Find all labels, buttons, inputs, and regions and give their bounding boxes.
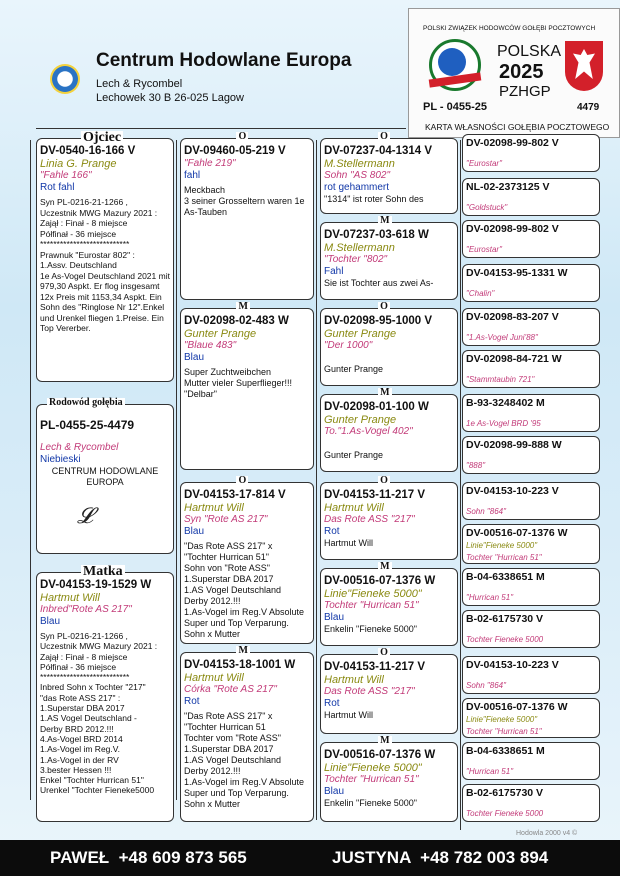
father-name: "Fahle 166" — [40, 170, 92, 181]
pigeon-notes: "Das Rote ASS 217" x "Tochter Hurrican 51" Sohn von "Rote ASS" 1.Superstar DBA 2017 1.AS Vogel Deutschland Derby 2012.!!! 1.As-Vogel im Reg.V Absolute Super und Top Verparung. Sohn x Mutter — [184, 541, 305, 639]
mother-ring: DV-04153-19-1529 W — [40, 579, 152, 591]
pigeon-name: Tochter "Hurrican 51" — [324, 600, 419, 611]
ring-number: DV-04153-11-217 V — [324, 489, 426, 501]
grandparent-card — [180, 645, 314, 822]
owner: Linie"Fieneke 5000" — [324, 588, 422, 600]
pzhgp-logo-inner — [438, 48, 466, 76]
mother-label: Matka — [83, 564, 123, 579]
pigeon-notes: "1314" ist roter Sohn des — [324, 194, 424, 204]
pigeon-notes: Hartmut Will — [324, 538, 373, 548]
father-owner: Linia G. Prange — [40, 158, 117, 170]
ring-number: B-02-6175730 V — [466, 787, 544, 799]
pigeon-color: Blau — [324, 612, 345, 623]
subject-color: Niebieski — [40, 454, 81, 465]
subject-ring: PL-0455-25-4479 — [40, 418, 135, 432]
pigeon-name: "Blaue 483" — [184, 340, 237, 351]
ring-number: DV-09460-05-219 V — [184, 145, 286, 157]
pigeon-color: Blau — [324, 786, 345, 797]
card-number: 4479 — [577, 102, 600, 113]
great-grandparent-card — [320, 387, 458, 472]
ancestor-card — [462, 178, 600, 216]
pigeon-name: "888" — [466, 461, 486, 470]
father-ring: DV-0540-16-166 V — [40, 145, 136, 157]
polish-eagle-emblem — [565, 41, 603, 91]
sex-tag: M — [380, 387, 390, 398]
pigeon-name: Tochter "Hurrican 51" — [466, 727, 542, 736]
contact-pawel: PAWEŁ +48 609 873 565 — [50, 848, 247, 867]
ring-number: DV-07237-03-618 W — [324, 229, 429, 241]
mother-name: Inbred"Rote AS 217" — [40, 604, 132, 615]
ring-number: DV-02098-83-207 V — [466, 311, 559, 323]
great-grandparent-card — [320, 215, 458, 300]
pigeon-name: 1e As-Vogel BRD '95 — [466, 419, 541, 428]
ring-number: B-04-6338651 M — [466, 571, 545, 583]
pigeon-name: "Der 1000" — [324, 340, 373, 351]
mother-description: Syn PL-0216-21-1266 , Uczestnik MWG Mazury 2021 : Zajął : Finał - 8 miejsce Półfinał - 36 miejsce *************************** Inbred Sohn x Tochter "217" "das Rote ASS 217" : 1.Superstar DBA 2017 1.AS Vogel Deutschland - Derby BRD 2012.!!! 4.As-Vogel BRD 2014 1.As-Vogel im Reg.V. 1.As-Vogel in der RV 3.bester Hessen !!! Enkel "Tochter Hurrican 51" Urenkel "Tochter Fieneke5000 — [40, 631, 158, 796]
owner: Hartmut Will — [184, 672, 244, 684]
owner: M.Stellermann — [324, 242, 395, 254]
ring-number: DV-02098-99-888 W — [466, 439, 562, 451]
pigeon-name: Das Rote ASS "217" — [324, 686, 415, 697]
pigeon-notes: Gunter Prange — [324, 364, 384, 374]
logo-emblem — [50, 64, 80, 94]
ancestor-card — [462, 394, 600, 432]
great-grandparent-card — [320, 131, 458, 214]
subject-card — [36, 397, 174, 554]
pigeon-color: Rot — [184, 696, 200, 707]
pigeon-name: Das Rote ASS "217" — [324, 514, 415, 525]
tree-connector — [30, 140, 31, 800]
ring-number: DV-00516-07-1376 W — [324, 749, 436, 761]
ring-number: B-93-3248402 M — [466, 397, 545, 409]
card-country: POLSKA — [497, 43, 562, 60]
ancestor-card — [462, 698, 600, 738]
pigeon-name: Sohn "AS 802" — [324, 170, 391, 181]
ring-number: DV-00516-07-1376 W — [324, 575, 436, 587]
ring-number: DV-04153-10-223 V — [466, 485, 559, 497]
pigeon-name: "Hurrican 51" — [466, 767, 514, 776]
eagle-icon — [573, 49, 595, 79]
ring-number: DV-02098-01-100 W — [324, 401, 429, 413]
father-label: Ojciec — [83, 130, 122, 145]
tree-connector — [460, 140, 461, 830]
page-title: Centrum Hodowlane Europa — [96, 50, 352, 71]
tree-connector — [176, 140, 177, 800]
pigeon-color: rot gehammert — [324, 182, 390, 193]
pigeon-name: Syn "Rote AS 217" — [184, 514, 268, 525]
owner: M.Stellermann — [324, 158, 395, 170]
pigeon-notes: Gunter Prange — [324, 450, 384, 460]
ring-number: DV-02098-84-721 W — [466, 353, 562, 365]
subject-label: Rodowód gołębia — [49, 397, 123, 408]
pigeon-name: "Chalin" — [466, 289, 495, 298]
sex-tag: M — [238, 301, 248, 312]
pzhgp-logo — [429, 39, 481, 91]
pigeon-name: "Fahle 219" — [184, 158, 236, 169]
ring-number: DV-04153-95-1331 W — [466, 267, 568, 279]
pigeon-name: Tochter "Hurrican 51" — [324, 774, 419, 785]
sex-tag: M — [238, 645, 248, 656]
pigeon-color: fahl — [184, 170, 201, 181]
breeder-name: Lech & Rycombel — [96, 78, 183, 90]
subject-owner: Lech & Rycombel — [40, 442, 119, 453]
contact-justyna: JUSTYNA +48 782 003 894 — [332, 848, 549, 867]
sex-tag: M — [380, 735, 390, 746]
pigeon-notes: Enkelin "Fieneke 5000" — [324, 798, 417, 808]
sex-tag: O — [238, 475, 247, 486]
pigeon-color: Rot — [324, 526, 340, 537]
father-color: Rot fahl — [40, 182, 75, 193]
ring-number: DV-04153-18-1001 W — [184, 659, 296, 671]
pigeon-name: Sohn "864" — [466, 681, 506, 690]
father-card — [36, 130, 174, 382]
ring-number: DV-07237-04-1314 V — [324, 145, 433, 157]
ancestor-card — [462, 350, 600, 388]
pigeon-name: Tochter Fieneke 5000 — [466, 809, 544, 818]
pigeon-notes: Meckbach 3 seiner Grosseltern waren 1e As-Tauben — [184, 185, 305, 217]
mother-owner: Hartmut Will — [40, 592, 100, 604]
sex-tag: O — [238, 131, 247, 142]
owner: Gunter Prange — [184, 328, 257, 340]
sex-tag: M — [380, 561, 390, 572]
pigeon-name: "Eurostar" — [466, 159, 502, 168]
pigeon-name: To."1.As-Vogel 402" — [324, 426, 413, 437]
ring-number: B-02-6175730 V — [466, 613, 544, 625]
pigeon-color: Fahl — [324, 266, 344, 277]
owner: Linie"Fieneke 5000" — [466, 541, 538, 550]
card-year: 2025 — [499, 61, 544, 83]
ancestor-card — [462, 742, 600, 780]
pigeon-name: "Eurostar" — [466, 245, 502, 254]
ring-number: B-04-6338651 M — [466, 745, 545, 757]
ancestor-card — [462, 436, 600, 474]
father-description: Syn PL-0216-21-1266 , Uczestnik MWG Mazury 2021 : Zajął : Finał - 8 miejsce Półfinał - 36 miejsce *************************** Prawnuk "Eurostar 802" : 1.Assv. Deutschland 1e As-Vogel Deutschland 2021 mit 979,30 Aspkt. Er flog insgesamt 12x Preis mit 1153,34 Aspkt. Ein Sohn des "Ringlose Nr 12".Enkel und Urenkel fliegen 1.Preise. Ein Top Vererber. — [40, 197, 170, 333]
mother-card — [36, 564, 174, 822]
ancestor-card — [462, 784, 600, 822]
great-grandparent-card — [320, 735, 458, 822]
ring-number: DV-02098-99-802 V — [466, 137, 559, 149]
ancestor-card — [462, 134, 600, 172]
great-grandparent-card — [320, 561, 458, 646]
ring-number: NL-02-2373125 V — [466, 181, 550, 193]
ring-number: DV-04153-11-217 V — [324, 661, 426, 673]
pigeon-color: Blau — [184, 526, 205, 537]
sex-tag: O — [380, 647, 388, 658]
sex-tag: O — [380, 131, 388, 142]
ring-number: DV-04153-17-814 V — [184, 489, 286, 501]
card-ring: PL - 0455-25 — [423, 101, 488, 113]
breeder-address: Lechowek 30 B 26-025 Lagow — [96, 92, 244, 104]
pigeon-name: Tochter "Hurrican 51" — [466, 553, 542, 562]
signature: 𝓛 — [77, 504, 93, 529]
pigeon-notes: Enkelin "Fieneke 5000" — [324, 624, 417, 634]
card-caption: KARTA WŁASNOŚCI GOŁĘBIA POCZTOWEGO — [425, 122, 610, 132]
ownership-card — [408, 8, 620, 138]
pigeon-name: "Hurrican 51" — [466, 593, 514, 602]
pigeon-name: "Stammtaubin 721" — [466, 375, 535, 384]
grandparent-card — [180, 475, 314, 644]
owner: Gunter Prange — [324, 328, 397, 340]
owner: Gunter Prange — [324, 414, 397, 426]
pigeon-name: "Goldstuck" — [466, 203, 508, 212]
pigeon-name: Córka "Rote AS 217" — [184, 684, 277, 695]
pigeon-name: "Tochter "802" — [324, 254, 388, 265]
mother-color: Blau — [40, 616, 61, 627]
pigeon-notes: "Das Rote ASS 217" x "Tochter Hurrican 51 Tochter vom "Rote ASS" 1.Superstar DBA 2017 1.AS Vogel Deutschland Derby 2012.!!! 1.As-Vogel im Reg.V Absolute Super und Top Verparung. Sohn x Mutter — [184, 711, 305, 809]
software-watermark: Hodowla 2000 v4 © — [516, 830, 578, 837]
subject-loft: CENTRUM HODOWLANE EUROPA — [51, 466, 159, 487]
grandparent-card — [180, 131, 314, 300]
owner: Hartmut Will — [324, 674, 384, 686]
pigeon-color: Blau — [184, 352, 205, 363]
sex-tag: O — [380, 475, 388, 486]
ancestor-card — [462, 568, 600, 606]
pigeon-name: Sohn "864" — [466, 507, 506, 516]
great-grandparent-card — [320, 647, 458, 734]
owner: Linie"Fieneke 5000" — [324, 762, 422, 774]
association-name: POLSKI ZWIĄZEK HODOWCÓW GOŁĘBI POCZTOWYCH — [423, 25, 596, 32]
ring-number: DV-02098-95-1000 V — [324, 315, 433, 327]
great-grandparent-card — [320, 301, 458, 386]
ancestor-card — [462, 610, 600, 648]
owner: Linie"Fieneke 5000" — [466, 715, 538, 724]
tree-connector — [316, 140, 317, 820]
grandparent-card — [180, 301, 314, 470]
pigeon-color: Rot — [324, 698, 340, 709]
ancestor-card — [462, 524, 600, 564]
contact-footer — [0, 840, 620, 876]
pigeon-notes: Hartmut Will — [324, 710, 373, 720]
header-rule — [36, 128, 406, 129]
ring-number: DV-04153-10-223 V — [466, 659, 559, 671]
ring-number: DV-00516-07-1376 W — [466, 701, 568, 713]
ring-number: DV-02098-99-802 V — [466, 223, 559, 235]
ancestor-card — [462, 482, 600, 520]
ancestor-card — [462, 656, 600, 694]
pigeon-notes: Super Zuchtweibchen Mutter vieler Superflieger!!! "Delbar" — [184, 367, 293, 399]
pigeon-name: "1.As-Vogel Juni'88" — [466, 333, 538, 342]
card-org: PZHGP — [499, 83, 551, 100]
ancestor-card — [462, 264, 600, 302]
ancestor-card — [462, 220, 600, 258]
pigeon-notes: Sie ist Tochter aus zwei As- — [324, 278, 434, 288]
great-grandparent-card — [320, 475, 458, 560]
ring-number: DV-00516-07-1376 W — [466, 527, 568, 539]
ring-number: DV-02098-02-483 W — [184, 315, 289, 327]
sex-tag: O — [380, 301, 388, 312]
pigeon-name: Tochter Fieneke 5000 — [466, 635, 544, 644]
owner: Hartmut Will — [324, 502, 384, 514]
sex-tag: M — [380, 215, 390, 226]
ancestor-card — [462, 308, 600, 346]
owner: Hartmut Will — [184, 502, 244, 514]
